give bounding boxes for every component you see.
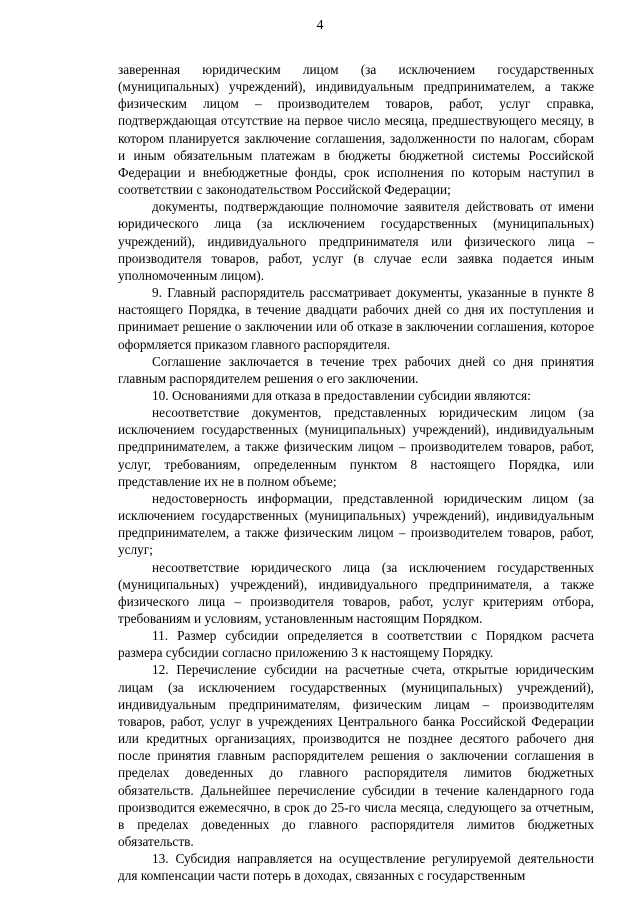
paragraph-item-13: 13. Субсидия направляется на осуществление регулируемой деятельности для компенсации части потерь в доходах, связанных с государственным xyxy=(118,851,594,884)
paragraph-item-9: 9. Главный распорядитель рассматривает документы, указанные в пункте 8 настоящего Порядка, в течение двадцати рабочих дней со дня их поступления и принимает решение о заключении или об отказе в заключении соглашения, которое оформляется приказом главного распорядителя. xyxy=(118,285,594,352)
paragraph-certificate: заверенная юридическим лицом (за исключением государственных (муниципальных) учреждений), индивидуальным предпринимателем, а также физическим лицом – производителем товаров, работ, услуг справка, подтверждающая отсутствие на первое число месяца, предшествующего месяцу, в котором планируется заключение соглашения, задолженности по налогам, сборам и иным обязательным платежам в бюджеты бюджетной системы Российской Федерации и внебюджетные фонды, срок исполнения по которым наступил в соответствии с законодательством Российской Федерации; xyxy=(118,62,594,198)
paragraph-item-12: 12. Перечисление субсидии на расчетные счета, открытые юридическим лицам (за исключением государственных (муниципальных) учреждений), индивидуальным предпринимателям, физическим лицам – производителям товаров, работ, услуг в учреждениях Центрального банка Российской Федерации или кредитных организациях, производится не позднее десятого рабочего дня после принятия главным распорядителем решения о заключении соглашения в пределах доведенных до главного распорядителя лимитов бюджетных обязательств. Дальнейшее перечисление субсидии в течение календарного года производится ежемесячно, в срок до 25-го числа месяца, следующего за отчетным, в пределах доведенных до главного распорядителя лимитов бюджетных обязательств. xyxy=(118,662,594,850)
document-body xyxy=(118,61,594,885)
paragraph-item-11: 11. Размер субсидии определяется в соответствии с Порядком расчета размера субсидии согласно приложению 3 к настоящему Порядку. xyxy=(118,628,594,661)
paragraph-refusal-noncompliance-criteria: несоответствие юридического лица (за исключением государственных (муниципальных) учреждений), индивидуального предпринимателя, а также физического лица – производителя товаров, работ, услуг критериям отбора, требованиям и условиям, установленным настоящим Порядком. xyxy=(118,559,594,626)
paragraph-item-10: 10. Основаниями для отказа в предоставлении субсидии являются: xyxy=(152,387,531,403)
paragraph-agreement: Соглашение заключается в течение трех рабочих дней со дня принятия главным распорядителем решения о его заключении. xyxy=(118,353,594,386)
page-number: 4 xyxy=(316,18,324,33)
paragraph-refusal-noncompliance-documents: несоответствие документов, представленных юридическим лицом (за исключением государственных (муниципальных) учреждений), индивидуальным предпринимателем, а также физическим лицом – производителем товаров, работ, услуг, требованиям, определенным пунктом 8 настоящего Порядка, или представление их не в полном объеме; xyxy=(118,405,594,489)
paragraph-refusal-unreliable-info: недостоверность информации, представленной юридическим лицом (за исключением государственных (муниципальных) учреждений), индивидуальным предпринимателем, а также физическим лицом – производителем товаров, работ, услуг; xyxy=(118,490,594,558)
paragraph-authority-documents: документы, подтверждающие полномочие заявителя действовать от имени юридического лица (за исключением государственных (муниципальных) учреждений), индивидуального предпринимателя или физического лица – производителя товаров, работ, услуг (в случае если заявка подается иным уполномоченным лицом). xyxy=(118,199,594,283)
